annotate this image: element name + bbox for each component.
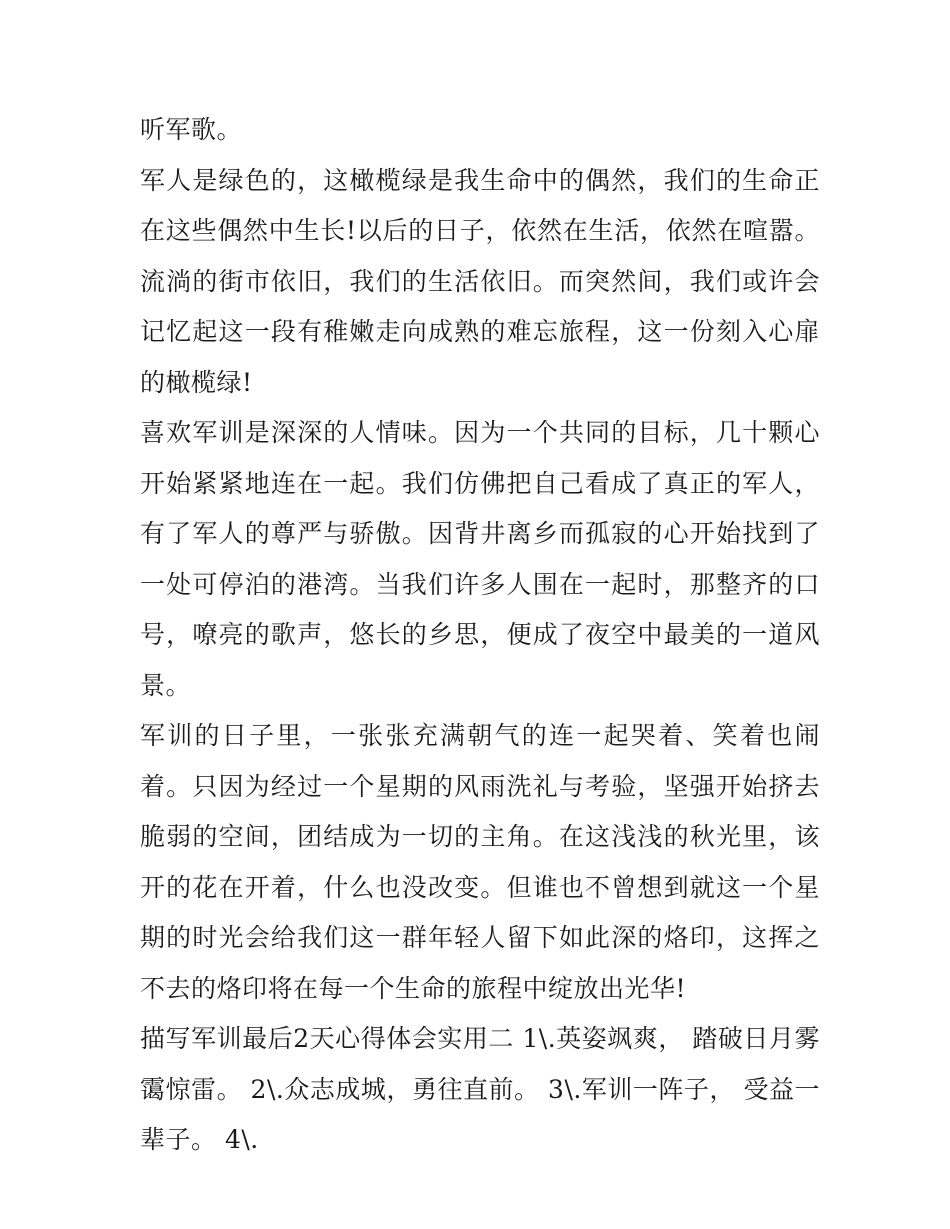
- document-body: [140, 105, 820, 1166]
- paragraph-4: 军训的日子里，一张张充满朝气的连一起哭着、笑着也闹着。只因为经过一个星期的风雨洗礼与考验，坚强开始挤去脆弱的空间，团结成为一切的主角。在这浅浅的秋光里，该开的花在开着，什么也没改变。但谁也不曾想到就这一个星期的时光会给我们这一群年轻人留下如此深的烙印，这挥之不去的烙印将在每一个生命的旅程中绽放出光华!: [140, 721, 820, 1003]
- paragraph-5: 描写军训最后2天心得体会实用二 1\.英姿飒爽， 踏破日月雾霭惊雷。 2\.众志成城，勇往直前。 3\.军训一阵子， 受益一辈子。 4\.: [140, 1024, 820, 1154]
- paragraph-3: 喜欢军训是深深的人情味。因为一个共同的目标，几十颗心开始紧紧地连在一起。我们仿佛把自己看成了真正的军人，有了军人的尊严与骄傲。因背井离乡而孤寂的心开始找到了一处可停泊的港湾。当我们许多人围在一起时，那整齐的口号，嘹亮的歌声，悠长的乡思，便成了夜空中最美的一道风景。: [140, 418, 820, 700]
- paragraph-1: 听军歌。: [140, 115, 243, 144]
- paragraph-2: 军人是绿色的，这橄榄绿是我生命中的偶然，我们的生命正在这些偶然中生长!以后的日子，依然在生活，依然在喧嚣。流淌的街市依旧，我们的生活依旧。而突然间，我们或许会记忆起这一段有稚嫩走向成熟的难忘旅程，这一份刻入心扉的橄榄绿!: [140, 165, 820, 397]
